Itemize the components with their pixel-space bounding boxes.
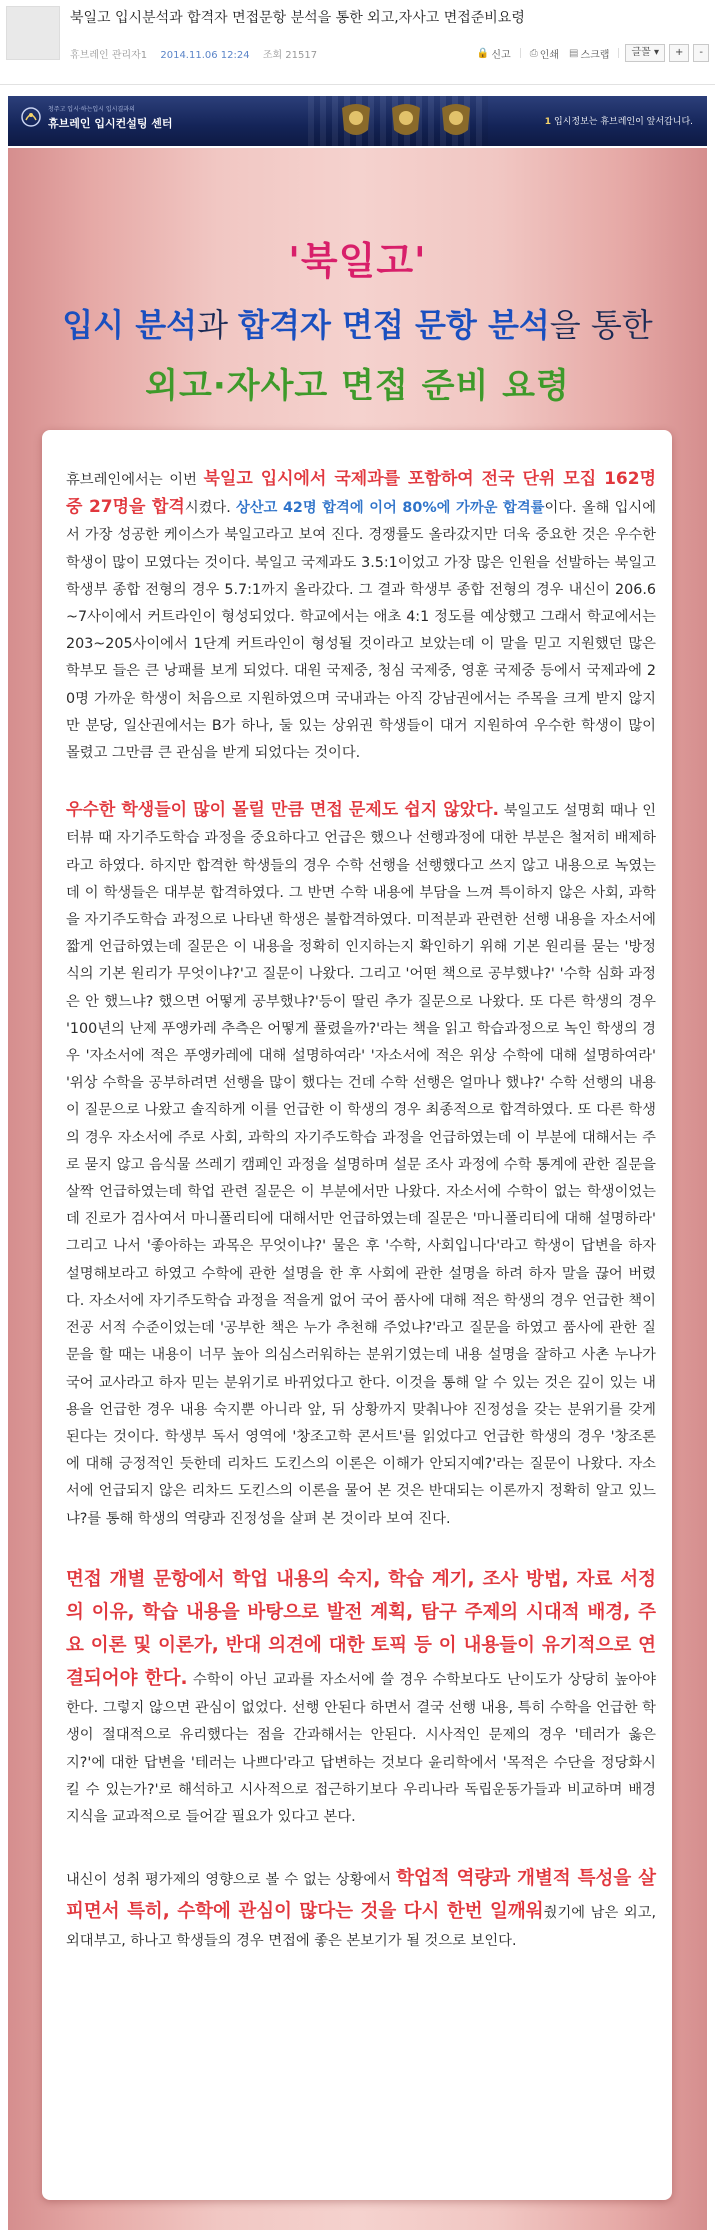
- award-icon: [388, 100, 424, 142]
- paragraph-3: [66, 1563, 656, 1832]
- print-button[interactable]: [527, 46, 562, 61]
- headline-part: 과: [197, 306, 239, 344]
- award-icon: [438, 100, 474, 142]
- text-run: 이다. 올해 입시에서 가장 성공한 케이스가 북일고라고 보여 진다. 경쟁률도 올라갔지만 더욱 중요한 것은 우수한 학생이 많이 모였다는 것이다. 북일고 국제과도 3.5:1이었고 가장 많은 인원을 선발하는 북일고 학생부 종합 전형의 경우 5.7:1까지 올라갔다. 그 결과 학생부 종합 전형의 경우 내신이 206.6~7사이에서 커트라인이 형성되었다. 학교에서는 애초 4:1 정도를 예상했고 그래서 학교에서는 203~205사이에서 1단계 커트라인이 형성될 것이라고 보았는데 이 말을 믿고 지원했던 많은 학부모 들은 큰 낭패를 보게 되었다. 대원 국제중, 청심 국제중, 영훈 국제중 등에서 국제과에 20명 가까운 학생이 처음으로 지원하였으며 국내과는 아직 강남권에서는 주목을 크게 받지 않지만 분당, 일산권에서는 B가 하나, 둘 있는 상위권 학생들이 대거 지원하여 우수한 학생이 많이 몰렸고 그만큼 큰 관심을 받게 되었다는 것이다.: [66, 500, 657, 762]
- post-actions: [474, 44, 709, 62]
- font-increase-button[interactable]: +: [669, 44, 689, 62]
- font-decrease-button[interactable]: -: [693, 44, 709, 62]
- article-body: [66, 466, 656, 1985]
- article-poster: [8, 148, 707, 2230]
- headline-part: 입시 분석: [62, 306, 198, 344]
- brand-block: [48, 104, 173, 131]
- brand-tagline: 청주고 입시·하는입시 입시결과의: [48, 106, 135, 113]
- font-select-button[interactable]: 글꼴 ▾: [625, 44, 665, 62]
- font-select-label: 글꼴: [631, 47, 651, 58]
- report-label: 신고: [491, 49, 511, 61]
- paragraph-4: [66, 1862, 656, 1955]
- article-card: [42, 430, 672, 2200]
- author-name[interactable]: 휴브레인 관리자1: [70, 50, 148, 61]
- avatar[interactable]: [6, 6, 60, 60]
- headline-school: '북일고': [288, 239, 427, 283]
- text-run: 줬기에 남은 외고, 외대부고, 하나고 학생들의 경우 면접에 좋은 본보기가 될 것으로 보인다.: [66, 1904, 656, 1949]
- print-icon: ⎙: [529, 47, 538, 59]
- highlight-red: 학업적 역량과 개별적 특성을 살피면서 특히, 수학에 관심이 많다는 것을 다시 한번 일깨워: [66, 1867, 656, 1922]
- brand-banner: [8, 96, 707, 146]
- text-run: 내신이 성취 평가제의 영향으로 볼 수 없는 상황에서: [66, 1871, 397, 1888]
- logo-mark-icon: [20, 106, 42, 128]
- headline-topic: 외고·자사고 면접 준비 요령: [145, 366, 570, 406]
- slogan-number: 1: [544, 117, 551, 127]
- text-run: 수학이 아닌 교과를 자소서에 쓸 경우 수학보다도 난이도가 상당히 높아야 한다. 그렇지 않으면 관심이 없었다. 선행 안된다 하면서 결국 선행 내용, 특히 수학을 언급한 학생이 절대적으로 유리했다는 점을 간과해서는 안된다. 시사적인 문제의 경우 '테러가 옳은지?'에 대한 답변을 '테러는 나쁘다'라고 답변하는 것보다 윤리학에서 '목적은 수단을 정당화시킬 수 있는가?'로 해석하고 시사적으로 접근하기보다 우리나라 독립운동가들과 비교하며 배경 지식을 교과적으로 들어갈 필요가 있다고 본다.: [66, 1671, 656, 1826]
- highlight-blue: 상산고 42명 합격에 이어 80%에 가까운 합격률: [235, 500, 545, 517]
- report-icon: 🔒: [476, 47, 490, 59]
- text-run: 시켰다.: [184, 500, 236, 517]
- paragraph-2: [66, 797, 656, 1532]
- highlight-red: 북일고 입시에서 국제과를 포함하여 전국 단위 모집 162명 중 27명을 합격: [66, 469, 656, 518]
- divider: [618, 48, 619, 58]
- text-run: 북일고도 설명회 때나 인터뷰 때 자기주도학습 과정을 중요하다고 언급은 했으나 선행과정에 대한 부분은 철저히 배제하라고 하였다. 하지만 합격한 학생들의 경우 수학 선행을 선행했다고 쓰지 않고 내용으로 녹였는데 이 학생들은 대부분 합격하였다. 그 반면 수학 내용에 부담을 느껴 특이하지 않은 사회, 과학을 자기주도학습 과정으로 나타낸 학생은 불합격하였다. 미적분과 관련한 선행 내용을 자소서에 짧게 언급하였는데 질문은 이 내용을 정확히 인지하는지 확인하기 위해 기본 원리를 묻는 '방정식의 기본 원리가 무엇이냐?'고 질문이 나왔다. 그리고 '어떤 책으로 공부했냐?' '수학 심화 과정은 안 했느냐? 했으면 어떻게 공부했냐?'등이 딸린 추가 질문으로 나왔다. 또 다른 학생의 경우 '100년의 난제 푸앵카레 추측은 어떻게 풀렸을까?'라는 책을 읽고 학습과정으로 녹인 학생의 경우 '자소서에 적은 푸앵카레에 대해 설명하여라' '자소서에 적은 위상 수학에 대해 설명하여라' '위상 수학을 공부하려면 선행을 많이 했다는 건데 수학 선행은 얼마나 했냐?' 수학 선행의 내용이 질문으로 나왔고 솔직하게 이를 언급한 이 학생의 경우 최종적으로 합격하였다. 또 다른 학생의 경우 자소서에 주로 사회, 과학의 자기주도학습 과정을 언급하였는데 이 부분에 대해서는 주로 묻지 않고 음식물 쓰레기 캠페인 과정을 설명하며 설문 조사 과정에 수학 통계에 관한 질문을 살짝 언급하였는데 학업 관련 질문은 이 부분에서만 나왔다. 자소서에 수학이 없는 학생이었는데 진로가 검사여서 마니폴리티에 대해서만 언급하였는데 질문은 '마니폴리티에 대해 설명하라' 그리고 나서 '좋아하는 과목은 무엇이냐?' 물은 후 '수학, 사회입니다'라고 학생이 답변을 하자 설명해보라고 하였고 수학에 관한 설명을 한 후 사회에 관한 설명을 하려 하자 말을 끊어 버렸다. 자소서에 자기주도학습 과정을 적을게 없어 국어 품사에 대해 적은 학생의 경우 언급한 책이 전공 서적 수준이었는데 '공부한 책은 누가 추천해 주었냐?'라고 질문을 하였고 품사에 관한 질문을 할 때는 내용이 너무 높아 의심스러워하는 분위기였는데 내용 설명을 잘하고 사촌 누나가 국어 교사라고 하자 믿는 분위기로 바뀌었다고 한다. 이것을 통해 알 수 있는 것은 깊이 있는 내용을 언급한 경우 내용 숙지뿐 아니라 앞, 뒤 상황까지 맞춰나야 진정성을 갖는 분위기를 갖게 된다는 것이다. 학생부 독서 영역에 '창조고학 콘서트'를 읽었다고 언급한 학생의 경우 '창조론에 대해 긍정적인 듯한데 리차드 도킨스의 이론은 이해가 안되지예?'라는 질문이 나왔다. 자소서에 언급되지 않은 리차드 도킨스의 이론을 물어 본 것은 반대되는 이론까지 정확히 알고 있느냐?를 통해 학생의 역량과 진정성을 살펴 본 것이라 보여 진다.: [66, 803, 656, 1527]
- banner-slogan: [545, 114, 693, 127]
- highlight-red: 우수한 학생들이 많이 몰릴 만큼 면접 문제도 쉽지 않았다.: [66, 800, 499, 821]
- divider: [520, 48, 521, 58]
- report-button[interactable]: [474, 46, 514, 61]
- highlight-red: 면접 개별 문항에서 학업 내용의 숙지, 학습 계기, 조사 방법, 자료 서정의 이유, 학습 내용을 바탕으로 발전 계획, 탐구 주제의 시대적 배경, 주요 이론 및 이론가, 반대 의견에 대한 토픽 등 이 내용들이 유기적으로 연결되어야 한다.: [66, 1568, 656, 1689]
- scrap-icon: ▤: [569, 47, 579, 59]
- headline-part: 합격자 면접 문항 분석: [238, 306, 550, 344]
- headline-part: 을 통한: [549, 306, 653, 344]
- headline-subtitle: [8, 300, 707, 346]
- view-count: 조회 21517: [262, 50, 318, 61]
- text-run: 휴브레인에서는 이번: [66, 472, 204, 488]
- post-title: 북일고 입시분석과 합격자 면접문항 분석을 통한 외고,자사고 면접준비요령: [70, 10, 525, 26]
- award-icon: [338, 100, 374, 142]
- post-header: [0, 0, 715, 85]
- scrap-button[interactable]: [566, 46, 612, 61]
- slogan-text: 입시정보는 휴브레인이 앞서갑니다.: [554, 117, 693, 127]
- post-meta: [70, 46, 317, 61]
- paragraph-1: [66, 466, 656, 767]
- brand-name: 휴브레인 입시컨설팅 센터: [48, 117, 173, 130]
- scrap-label: 스크랩: [580, 49, 610, 61]
- print-label: 인쇄: [539, 49, 560, 61]
- post-date: 2014.11.06 12:24: [160, 50, 250, 61]
